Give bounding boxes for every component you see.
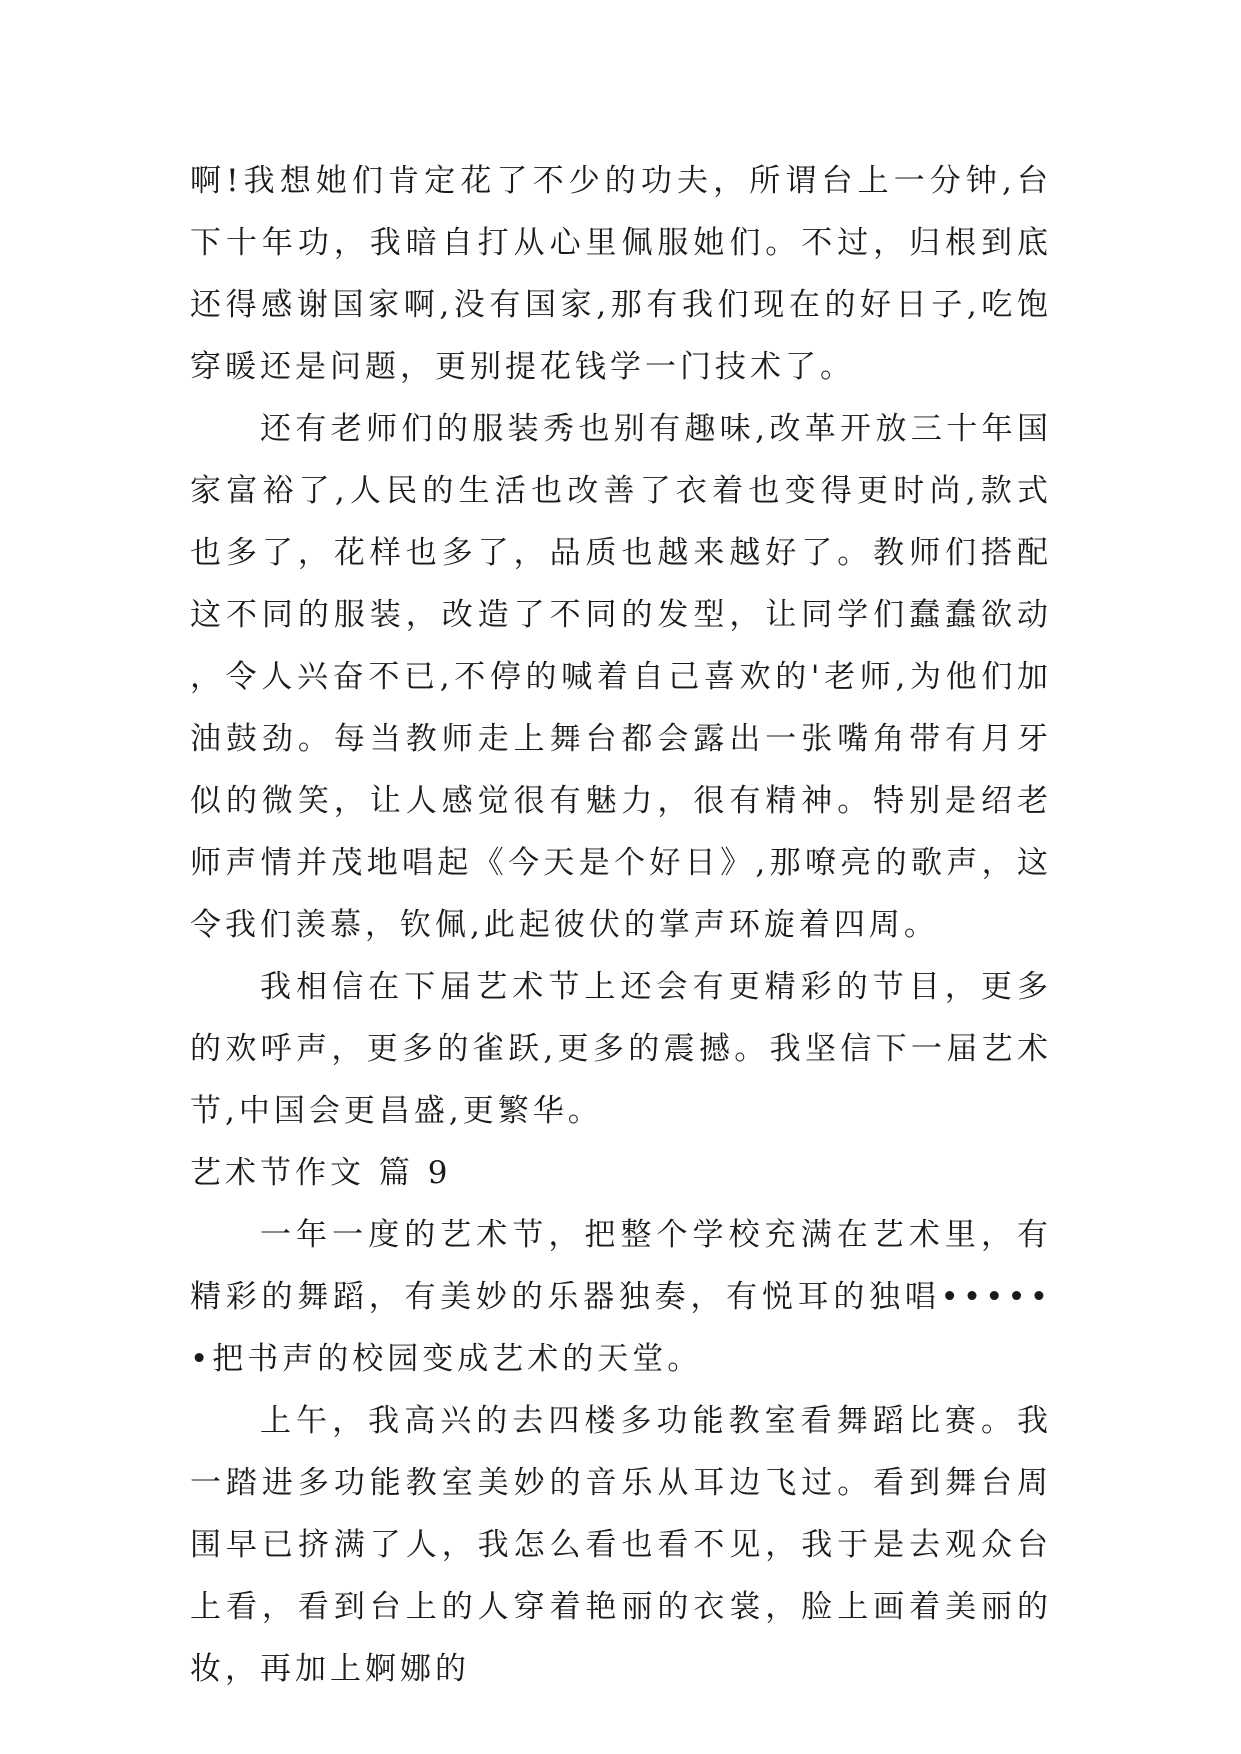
- section-heading: 艺术节作文 篇 9: [190, 1155, 452, 1191]
- paragraph-annual-art-festival: 一年一度的艺术节，把整个学校充满在艺术里，有精彩的舞蹈，有美妙的乐器独奏，有悦耳的独唱••••••把书声的校园变成艺术的天堂。: [190, 1217, 1052, 1377]
- paragraph-continuation: 啊!我想她们肯定花了不少的功夫，所谓台上一分钟,台下十年功，我暗自打从心里佩服她们。不过，归根到底还得感谢国家啊,没有国家,那有我们现在的好日子,吃饱穿暖还是问题，更别提花钱学一门技术了。: [190, 163, 1052, 385]
- paragraph-next-art-festival: 我相信在下届艺术节上还会有更精彩的节目，更多的欢呼声，更多的雀跃,更多的震撼。我坚信下一届艺术节,中国会更昌盛,更繁华。: [190, 969, 1052, 1129]
- paragraph-teachers-fashion-show: 还有老师们的服装秀也别有趣味,改革开放三十年国家富裕了,人民的生活也改善了衣着也变得更时尚,款式也多了，花样也多了，品质也越来越好了。教师们搭配这不同的服装，改造了不同的发型，让同学们蠢蠢欲动，令人兴奋不已,不停的喊着自己喜欢的'老师,为他们加油鼓劲。每当教师走上舞台都会露出一张嘴角带有月牙似的微笑，让人感觉很有魅力，很有精神。特别是绍老师声情并茂地唱起《今天是个好日》,那嘹亮的歌声，这令我们羡慕，钦佩,此起彼伏的掌声环旋着四周。: [190, 411, 1052, 943]
- document-body: [190, 150, 1052, 1700]
- paragraph-dance-competition: 上午，我高兴的去四楼多功能教室看舞蹈比赛。我一踏进多功能教室美妙的音乐从耳边飞过。看到舞台周围早已挤满了人，我怎么看也看不见，我于是去观众台上看，看到台上的人穿着艳丽的衣裳，脸上画着美丽的妆，再加上婀娜的: [190, 1403, 1052, 1687]
